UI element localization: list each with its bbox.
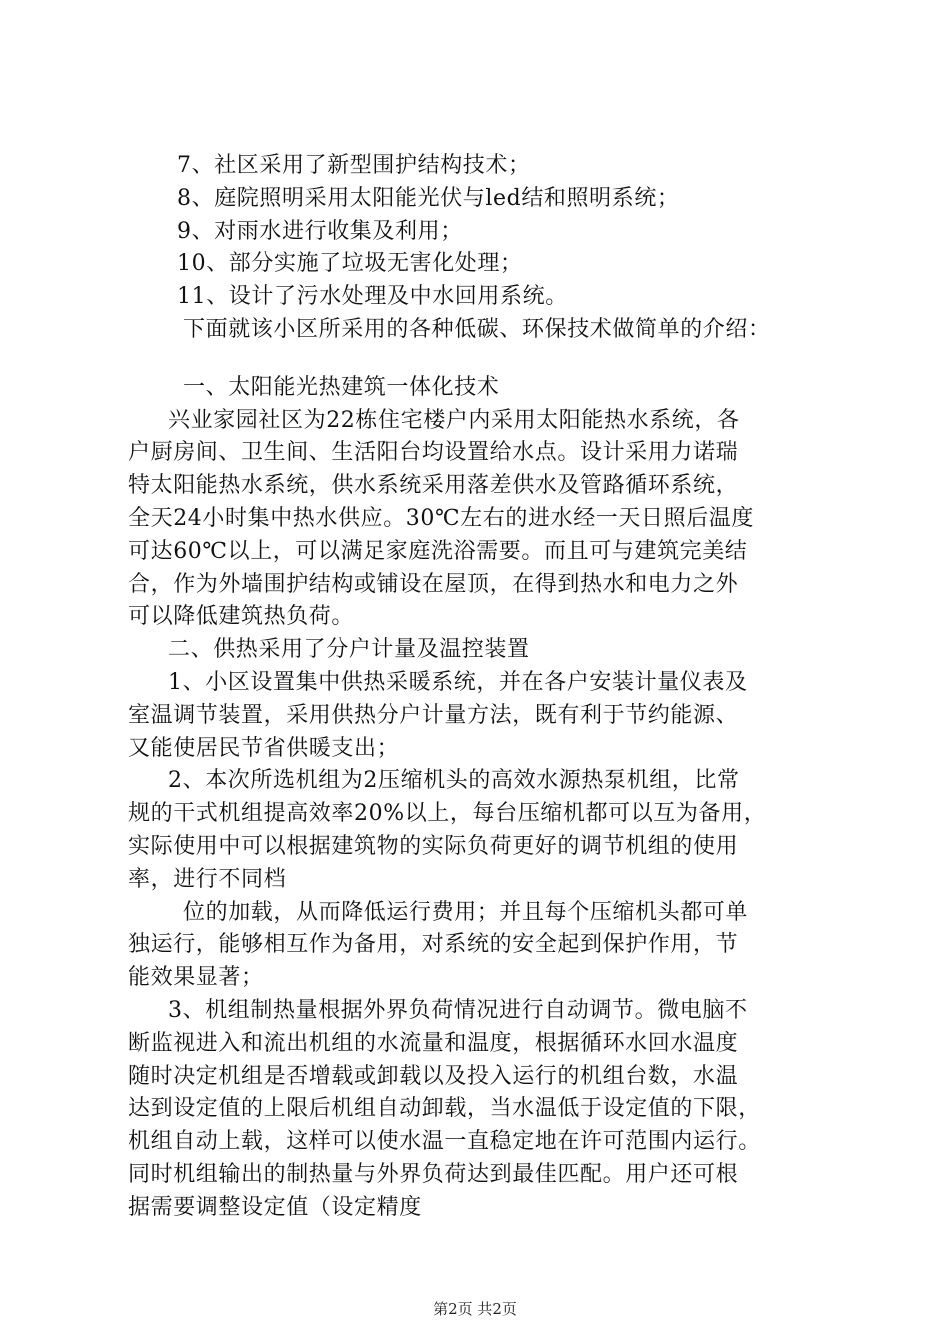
list-item: 9、对雨水进行收集及利用； [177, 218, 463, 244]
paragraph-line: 合，作为外墙围护结构或铺设在屋顶，在得到热水和电力之外 [128, 571, 739, 597]
list-item: 10、部分实施了垃圾无害化处理； [177, 251, 523, 277]
list-item: 8、庭院照明采用太阳能光伏与led结和照明系统； [177, 185, 680, 211]
section-heading: 一、太阳能光热建筑一体化技术 [183, 374, 500, 400]
paragraph-line: 实际使用中可以根据建筑物的实际负荷更好的调节机组的使用 [128, 833, 739, 859]
document-body [128, 150, 833, 1225]
paragraph-line: 机组自动上载，这样可以使水温一直稳定地在许可范围内运行。 [128, 1129, 761, 1155]
paragraph-line: 3、机组制热量根据外界负荷情况进行自动调节。微电脑不 [168, 997, 748, 1023]
paragraph-line: 室温调节装置，采用供热分户计量方法，既有利于节约能源、 [128, 702, 739, 728]
paragraph-line: 断监视进入和流出机组的水流量和温度，根据循环水回水温度 [128, 1030, 739, 1056]
paragraph-line: 据需要调整设定值（设定精度 [128, 1194, 422, 1220]
section-heading: 二、供热采用了分户计量及温控装置 [168, 637, 530, 663]
page-number-footer: 第2页 共2页 [433, 1300, 517, 1318]
paragraph-line: 户厨房间、卫生间、生活阳台均设置给水点。设计采用力诺瑞 [128, 440, 739, 466]
paragraph-line: 1、小区设置集中供热采暖系统，并在各户安装计量仪表及 [168, 669, 748, 695]
paragraph-line: 率，进行不同档 [128, 866, 287, 892]
paragraph-line: 兴业家园社区为22栋住宅楼户内采用太阳能热水系统，各 [168, 407, 740, 433]
paragraph-line: 可达60℃以上，可以满足家庭洗浴需要。而且可与建筑完美结 [128, 538, 748, 564]
paragraph-line: 规的干式机组提高效率20%以上，每台压缩机都可以互为备用， [128, 801, 767, 827]
paragraph-line: 随时决定机组是否增载或卸载以及投入运行的机组台数，水温 [128, 1063, 739, 1089]
paragraph-line: 可以降低建筑热负荷。 [128, 604, 355, 630]
list-item: 11、设计了污水处理及中水回用系统。 [177, 284, 568, 310]
paragraph-gap [128, 347, 833, 372]
paragraph-line: 全天24小时集中热水供应。30℃左右的进水经一天日照后温度 [128, 505, 755, 531]
paragraph-line: 又能使居民节省供暖支出； [128, 735, 400, 761]
paragraph-line: 2、本次所选机组为2压缩机头的高效水源热泵机组，比常 [168, 768, 740, 794]
paragraph-line: 达到设定值的上限后机组自动卸载，当水温低于设定值的下限， [128, 1096, 761, 1122]
paragraph-line: 同时机组输出的制热量与外界负荷达到最佳匹配。用户还可根 [128, 1161, 739, 1187]
paragraph-line: 特太阳能热水系统，供水系统采用落差供水及管路循环系统， [128, 473, 739, 499]
intro-paragraph: 下面就该小区所采用的各种低碳、环保技术做简单的介绍： [183, 316, 771, 342]
paragraph-line: 能效果显著； [128, 965, 264, 991]
paragraph-line: 独运行，能够相互作为备用，对系统的安全起到保护作用，节 [128, 932, 739, 958]
list-item: 7、社区采用了新型围护结构技术； [177, 153, 531, 178]
paragraph-line: 位的加载，从而降低运行费用；并且每个压缩机头都可单 [183, 899, 749, 925]
